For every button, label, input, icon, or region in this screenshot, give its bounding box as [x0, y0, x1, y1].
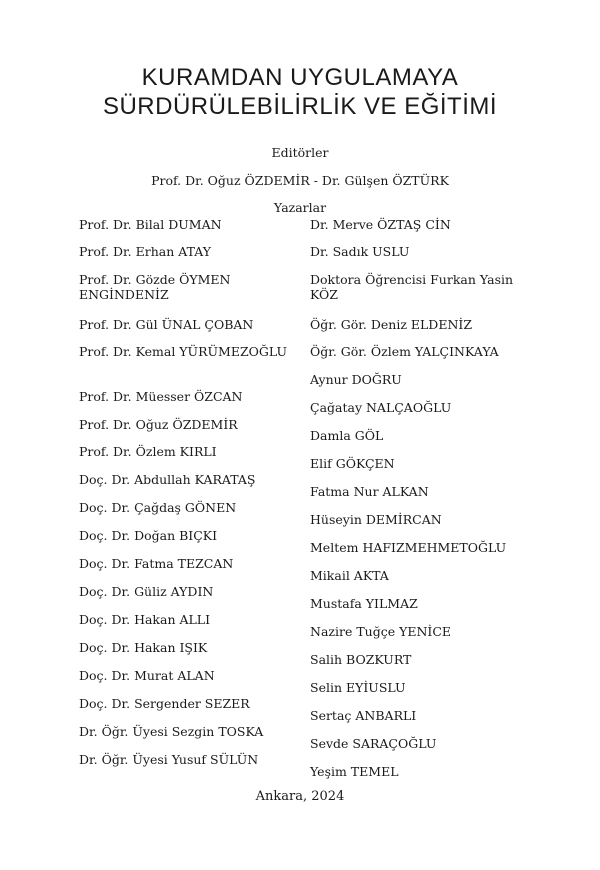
author-name: Prof. Dr. Gözde ÖYMEN ENGİNDENİZ	[79, 272, 231, 302]
author-name: Prof. Dr. Kemal YÜRÜMEZOĞLU	[79, 344, 288, 359]
editors-heading: Editörler	[271, 145, 329, 160]
authors-heading: Yazarlar	[273, 200, 327, 215]
author-name: Dr. Merve ÖZTAŞ CİN	[310, 217, 451, 232]
author-name: Prof. Dr. Özlem KIRLI	[79, 444, 217, 459]
author-name: Hüseyin DEMİRCAN	[310, 512, 442, 527]
author-name: Elif GÖKÇEN	[310, 456, 395, 471]
author-name: Prof. Dr. Bilal DUMAN	[79, 217, 222, 232]
publication-place-year: Ankara, 2024	[255, 789, 345, 804]
author-name: Öğr. Gör. Deniz ELDENİZ	[310, 317, 473, 332]
author-name: Doç. Dr. Fatma TEZCAN	[79, 556, 234, 571]
author-name: Doç. Dr. Güliz AYDIN	[79, 584, 214, 599]
author-name: Doç. Dr. Sergender SEZER	[79, 696, 250, 711]
author-name: Doç. Dr. Murat ALAN	[79, 668, 215, 683]
author-name: Doç. Dr. Doğan BIÇKI	[79, 528, 218, 543]
author-name: Yeşim TEMEL	[310, 764, 399, 779]
author-name: Çağatay NALÇAOĞLU	[310, 400, 452, 415]
author-name: Prof. Dr. Erhan ATAY	[79, 244, 212, 259]
author-name: Dr. Öğr. Üyesi Sezgin TOSKA	[79, 724, 264, 739]
book-title-line-2: SÜRDÜRÜLEBİLİRLİK VE EĞİTİMİ	[102, 93, 498, 120]
author-name: Dr. Öğr. Üyesi Yusuf SÜLÜN	[79, 752, 259, 767]
author-name: Doç. Dr. Hakan ALLI	[79, 612, 211, 627]
author-name: Selin EYİUSLU	[310, 680, 406, 695]
author-name: Meltem HAFIZMEHMETOĞLU	[310, 540, 507, 555]
author-name: Aynur DOĞRU	[310, 372, 402, 387]
author-name: Nazire Tuğçe YENİCE	[310, 624, 452, 639]
author-name: Mikail AKTA	[310, 568, 389, 583]
author-name: Prof. Dr. Müesser ÖZCAN	[79, 389, 243, 404]
book-title-line-1: KURAMDAN UYGULAMAYA	[141, 64, 459, 91]
editors-names: Prof. Dr. Oğuz ÖZDEMİR - Dr. Gülşen ÖZTÜRK	[151, 173, 449, 188]
author-name: Doç. Dr. Hakan IŞIK	[79, 640, 208, 655]
author-name: Doç. Dr. Çağdaş GÖNEN	[79, 500, 237, 515]
author-name: Öğr. Gör. Özlem YALÇINKAYA	[310, 344, 499, 359]
author-name: Damla GÖL	[310, 428, 384, 443]
author-name: Sertaç ANBARLI	[310, 708, 417, 723]
author-name: Salih BOZKURT	[310, 652, 412, 667]
author-name: Mustafa YILMAZ	[310, 596, 418, 611]
author-name: Doktora Öğrencisi Furkan Yasin KÖZ	[310, 272, 514, 302]
author-name: Doç. Dr. Abdullah KARATAŞ	[79, 472, 256, 487]
author-name: Sevde SARAÇOĞLU	[310, 736, 437, 751]
author-name: Prof. Dr. Oğuz ÖZDEMİR	[79, 417, 238, 432]
author-name: Dr. Sadık USLU	[310, 244, 410, 259]
author-name: Fatma Nur ALKAN	[310, 484, 429, 499]
author-name: Prof. Dr. Gül ÜNAL ÇOBAN	[79, 317, 254, 332]
